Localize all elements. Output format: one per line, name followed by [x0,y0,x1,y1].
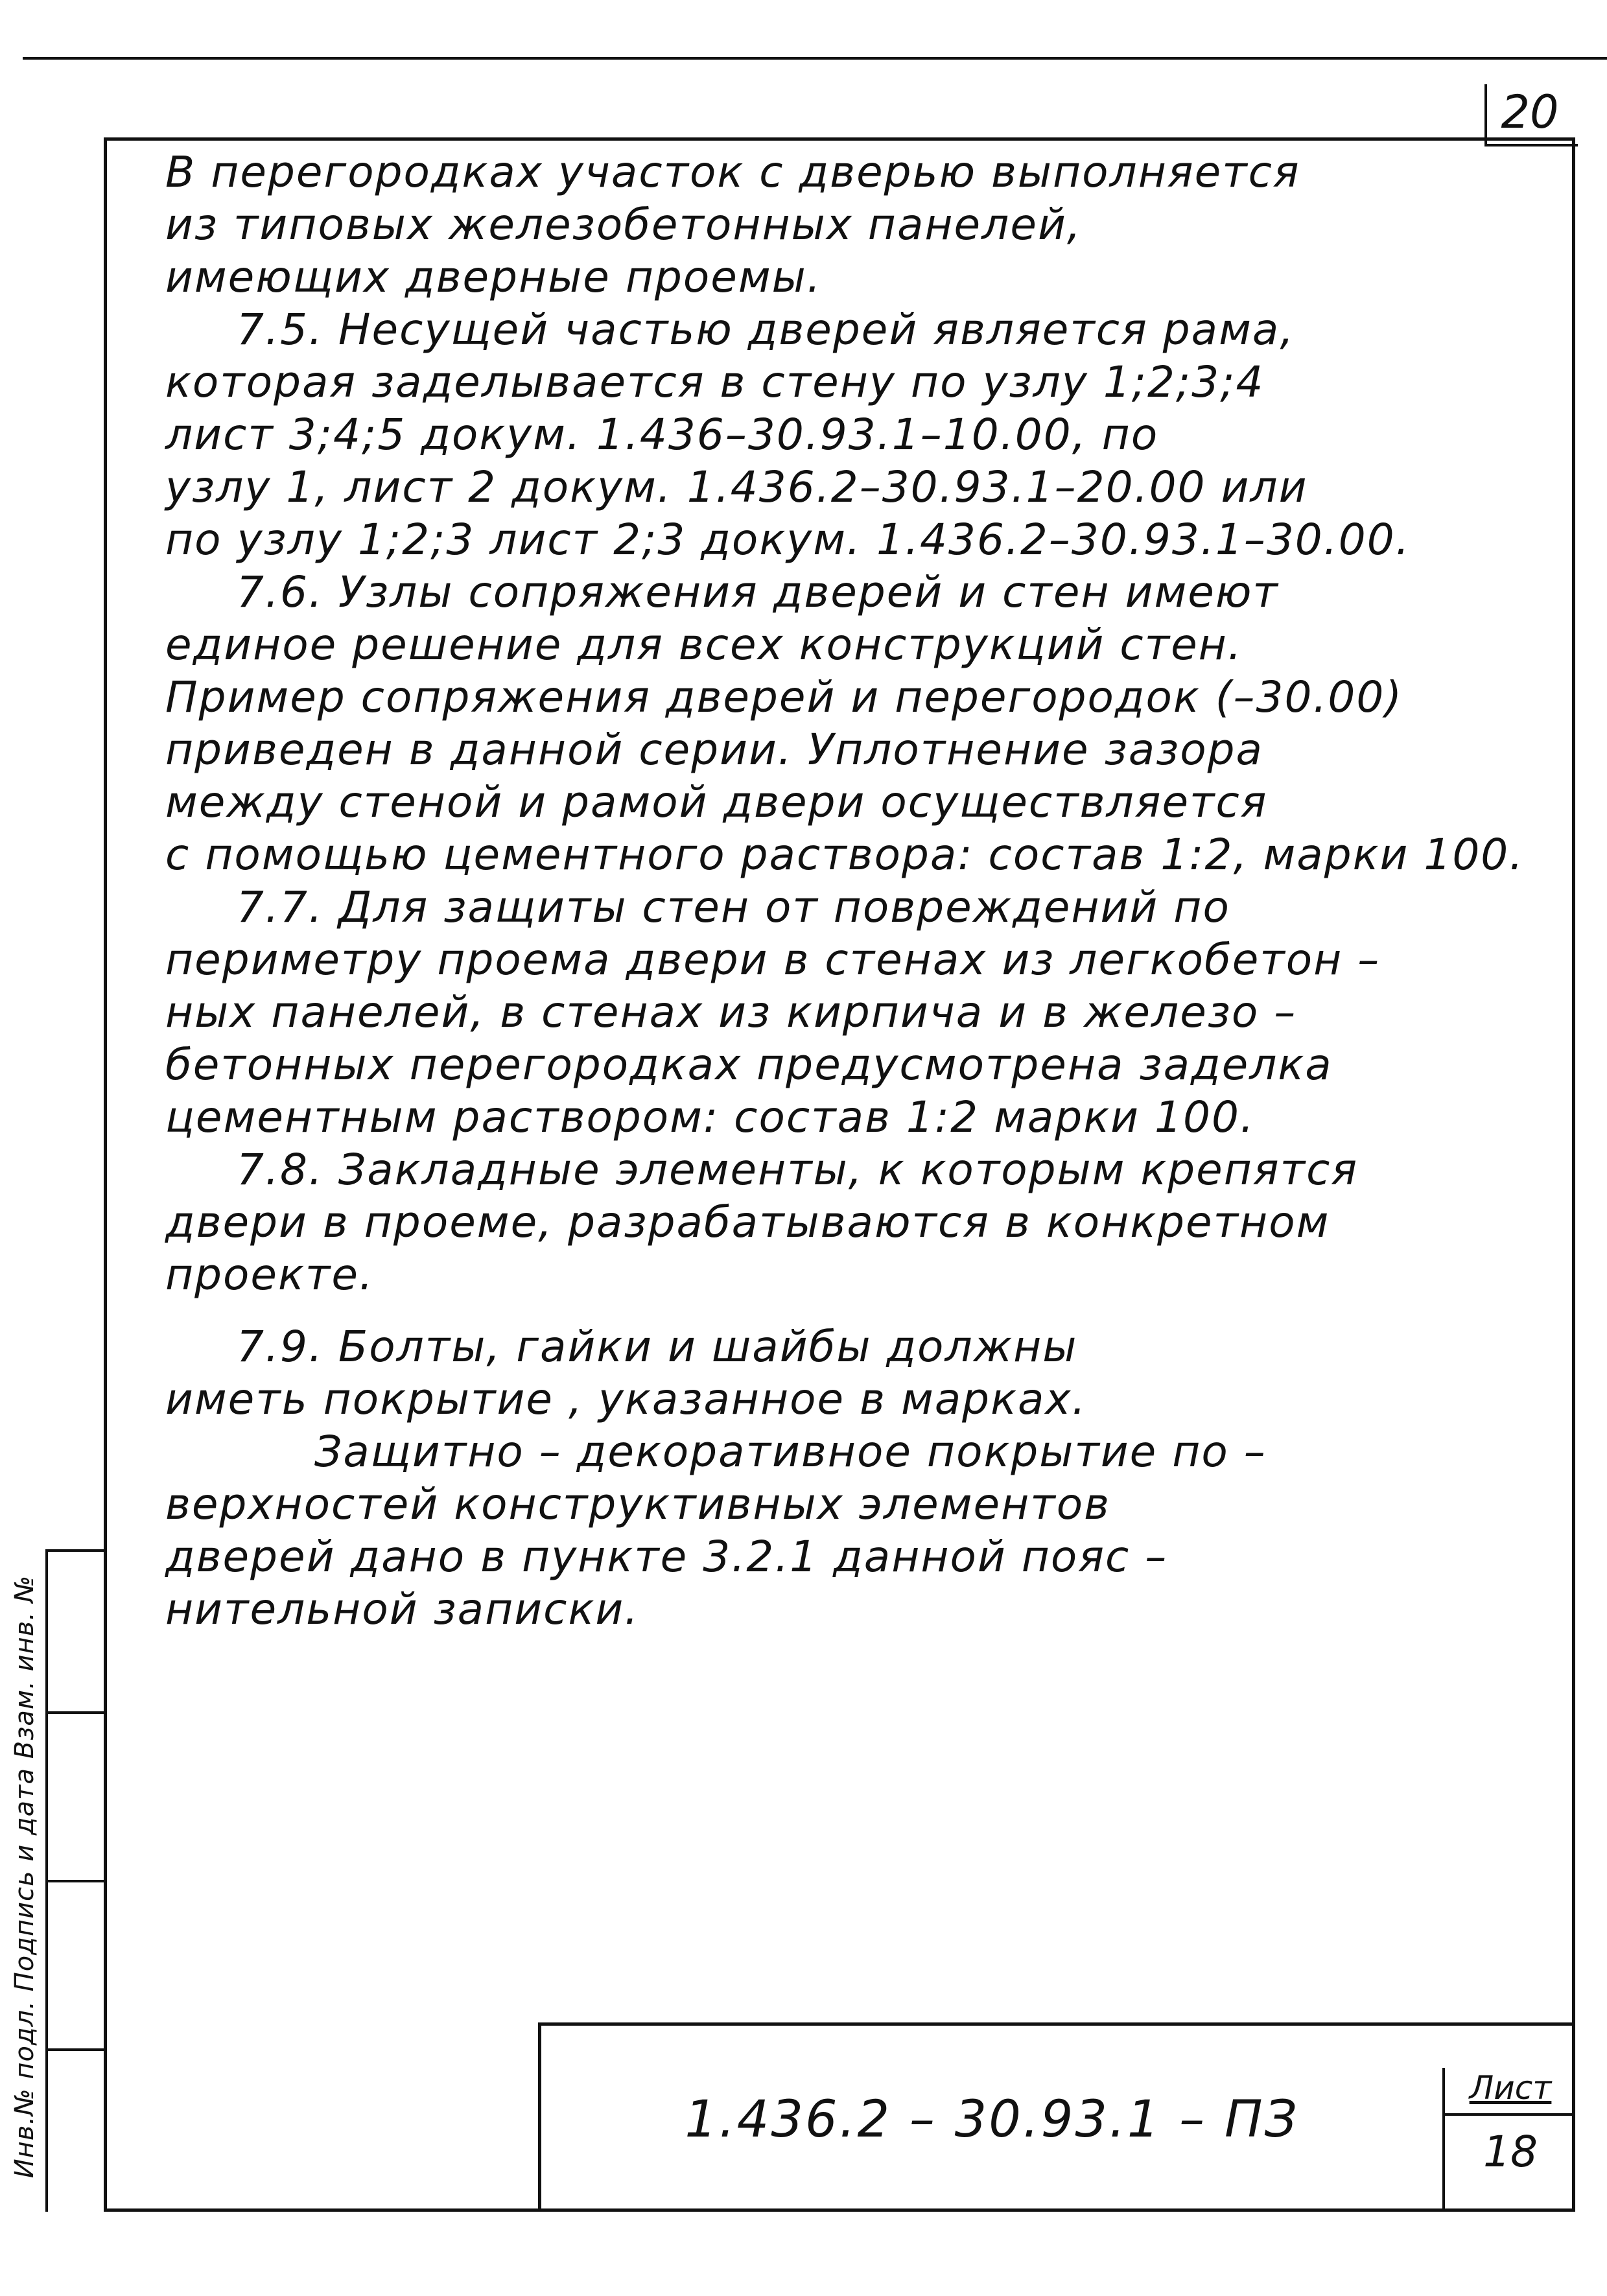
text-line: Пример сопряжения дверей и перегородок (–30.00) [165,672,1403,722]
sheet-number: 18 [1483,2127,1538,2177]
text-line: 7.6. Узлы сопряжения дверей и стен имеют [237,567,1279,617]
sheet-label: Лист [1469,2069,1552,2107]
text-line: периметру проема двери в стенах из легкобетон – [165,935,1381,985]
text-line: 7.8. Закладные элементы, к которым крепятся [237,1145,1359,1195]
text-line: цементным раствором: состав 1:2 марки 100. [165,1092,1255,1142]
text-line: двери в проеме, разрабатываются в конкретном [165,1197,1330,1247]
explanatory-note-text [165,146,1540,1635]
side-stamp-text: Инв.№ подл. Подпись и дата Взам. инв. № [10,1575,40,2179]
text-line: 7.5. Несущей частью дверей является рама, [237,305,1295,355]
page-number: 20 [1501,86,1559,139]
sheet-divider [1442,2113,1575,2116]
top-rule [23,57,1607,60]
text-line: узлу 1, лист 2 докум. 1.436.2–30.93.1–20.00 или [165,462,1308,512]
side-stamp-divider [45,1880,105,1882]
text-line: иметь покрытие , указанное в марках. [165,1374,1087,1424]
side-stamp-divider [45,2048,105,2051]
text-line: Защитно – декоративное покрытие по – [314,1427,1267,1477]
text-line: проекте. [165,1250,374,1300]
side-stamp-divider [45,1711,105,1714]
text-line: 7.9. Болты, гайки и шайбы должны [237,1322,1078,1372]
text-line: приведен в данной серии. Уплотнение зазора [165,725,1263,775]
text-line: с помощью цементного раствора: состав 1:2, марки 100. [165,830,1525,880]
text-line: имеющих дверные проемы. [165,252,822,302]
text-line: единое решение для всех конструкций стен. [165,620,1243,670]
text-line: между стеной и рамой двери осуществляется [165,777,1268,827]
document-code: 1.436.2 – 30.93.1 – ПЗ [685,2091,1299,2149]
text-line: верхностей конструктивных элементов [165,1479,1110,1529]
text-line: которая заделывается в стену по узлу 1;2;3;4 [165,357,1265,407]
text-line: по узлу 1;2;3 лист 2;3 докум. 1.436.2–30.93.1–30.00. [165,515,1411,565]
text-line: дверей дано в пункте 3.2.1 данной пояс – [165,1532,1168,1582]
text-line: ных панелей, в стенах из кирпича и в железо – [165,987,1297,1037]
text-line: 7.7. Для защиты стен от повреждений по [237,882,1230,932]
text-line: из типовых железобетонных панелей, [165,200,1082,250]
text-line: нительной записки. [165,1584,640,1634]
text-line: бетонных перегородках предусмотрена заделка [165,1040,1333,1090]
text-line: В перегородках участок с дверью выполняется [165,147,1300,197]
text-line: лист 3;4;5 докум. 1.436–30.93.1–10.00, по [165,410,1159,460]
